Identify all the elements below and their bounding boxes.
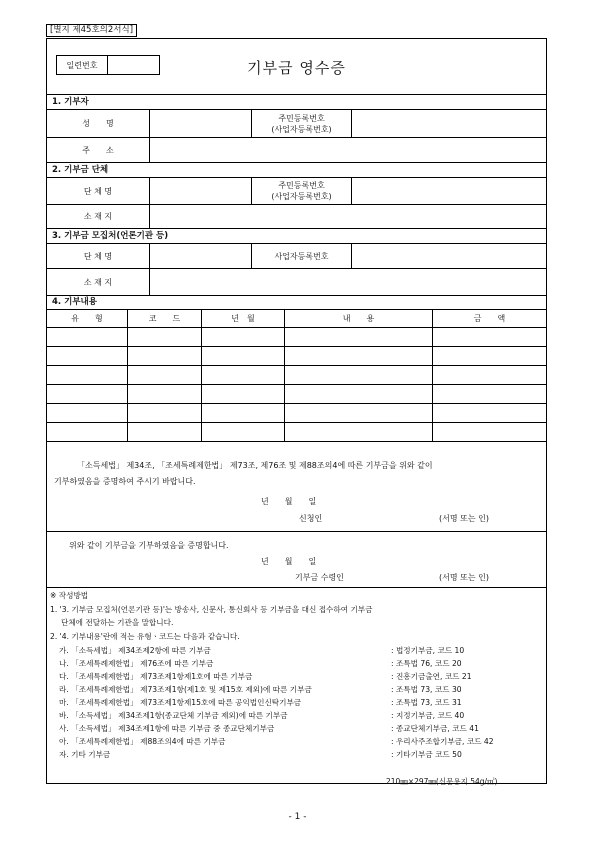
section-donor: 1. 기부자 <box>52 97 89 107</box>
org-id-field[interactable] <box>352 178 546 204</box>
receipt-date: 년 월 일 <box>261 557 317 566</box>
code-item-right: : 지정기부금, 코드 40 <box>391 711 465 720</box>
section-organization: 2. 기부금 단체 <box>52 165 109 175</box>
certify-date: 년 월 일 <box>261 497 317 506</box>
org-id-label <box>252 178 351 204</box>
collector-biz-id-field[interactable] <box>352 244 546 268</box>
section-content: 4. 기부내용 <box>52 297 97 307</box>
certify-text-2: 기부하였음을 증명하여 주시기 바랍니다. <box>54 477 196 486</box>
table-row <box>47 422 546 423</box>
col-header-date: 년 월 <box>231 314 255 323</box>
receipt-form <box>46 38 547 784</box>
code-item-right: : 조특법 73, 코드 31 <box>391 698 462 707</box>
code-item-left: 바. 「소득세법」 제34조제1항(종교단체 기부금 제외)에 따른 기부금 <box>59 711 288 720</box>
code-item-right: : 진흥기금출연, 코드 21 <box>391 672 472 681</box>
code-item-right: : 법정기부금, 코드 10 <box>391 646 465 655</box>
donor-address-label: 주 소 <box>82 145 114 155</box>
collector-name-label: 단 체 명 <box>83 251 113 261</box>
applicant-label: 신청인 <box>299 514 323 523</box>
donor-id-field[interactable] <box>352 110 546 137</box>
col-header-content: 내 용 <box>342 314 375 323</box>
col-header-code: 코 드 <box>148 314 181 323</box>
applicant-sign[interactable]: (서명 또는 인) <box>439 514 489 523</box>
note-2: 2. '4. 기부내용'란에 적는 유형ㆍ코드는 다음과 같습니다. <box>50 632 240 641</box>
collector-location-field[interactable] <box>150 269 546 295</box>
code-item-left: 마. 「조세특례제한법」 제73조제1항제15호에 따른 공익법인신탁기부금 <box>59 698 302 707</box>
biz-id-paren-text: (사업자등록번호) <box>271 124 332 134</box>
code-item-right: : 종교단체기부금, 코드 41 <box>391 724 479 733</box>
org-biz-id-paren-text: (사업자등록번호) <box>271 192 332 201</box>
paper-size-note: 210㎜×297㎜(신문용지 54g/㎡) <box>386 777 498 786</box>
table-row <box>47 441 546 442</box>
certify-text-1: 「소득세법」 제34조, 「조세특례제한법」 제73조, 제76조 및 제88조의4에 따른 기부금을 위와 같이 <box>77 461 433 470</box>
section-collector: 3. 기부금 모집처(언론기관 등) <box>52 231 169 241</box>
code-item-left: 가. 「소득세법」 제34조제2항에 따른 기부금 <box>59 646 211 655</box>
collector-biz-id-label: 사업자등록번호 <box>274 251 329 261</box>
table-row <box>47 403 546 404</box>
form-number-tag: [별지 제45호의2서식] <box>46 24 137 37</box>
note-1b: 단체에 전달하는 기관을 말합니다. <box>61 618 174 627</box>
page-number: - 1 - <box>288 812 307 822</box>
org-resident-id-text: 주민등록번호 <box>278 181 325 190</box>
code-item-left: 사. 「소득세법」 제34조제1항에 따른 기부금 중 종교단체기부금 <box>59 724 275 733</box>
receiver-sign[interactable]: (서명 또는 인) <box>439 573 489 582</box>
collector-name-field[interactable] <box>150 244 251 268</box>
donor-name-field[interactable] <box>150 110 251 137</box>
code-item-right: : 조특법 73, 코드 30 <box>391 685 462 694</box>
col-header-amount: 금 액 <box>473 314 506 323</box>
col-header-type: 유 형 <box>71 314 103 323</box>
code-item-right: : 기타기부금 코드 50 <box>391 750 462 759</box>
org-location-field[interactable] <box>150 205 546 228</box>
code-item-left: 아. 「조세특례제한법」 제88조의4에 따른 기부금 <box>59 737 226 746</box>
donor-address-field[interactable] <box>150 138 546 162</box>
code-item-right: : 우리사주조합기부금, 코드 42 <box>391 737 494 746</box>
collector-location-label: 소 재 지 <box>83 277 113 287</box>
page-title: 기부금 영수증 <box>247 59 346 77</box>
notes-heading: ※ 작성방법 <box>50 591 89 600</box>
table-row <box>47 365 546 366</box>
table-row <box>47 384 546 385</box>
code-item-right: : 조특법 76, 코드 20 <box>391 659 462 668</box>
org-location-label: 소 재 지 <box>83 212 113 221</box>
code-item-left: 나. 「조세특례제한법」 제76조에 따른 기부금 <box>59 659 214 668</box>
table-row <box>47 346 546 347</box>
code-item-left: 라. 「조세특례제한법」 제73조제1항(제1호 및 제15호 제외)에 따른 기부금 <box>59 685 312 694</box>
serial-number-label: 일련번호 <box>57 56 108 74</box>
org-name-label: 단 체 명 <box>83 186 113 196</box>
donor-name-label: 성 명 <box>82 119 114 128</box>
donor-id-label <box>252 110 351 137</box>
note-1a: 1. '3. 기부금 모집처(언론기관 등)'는 방송사, 신문사, 통신회사 등 기부금을 대신 접수하여 기부금 <box>50 605 373 614</box>
resident-id-text: 주민등록번호 <box>278 113 325 123</box>
receiver-label: 기부금 수령인 <box>295 573 344 582</box>
code-item-left: 자. 기타 기부금 <box>59 750 111 759</box>
receipt-text: 위와 같이 기부금을 기부하였음을 증명합니다. <box>69 541 229 550</box>
code-item-left: 다. 「조세특례제한법」 제73조제1항제1호에 따른 기부금 <box>59 672 253 681</box>
org-name-field[interactable] <box>150 178 251 204</box>
